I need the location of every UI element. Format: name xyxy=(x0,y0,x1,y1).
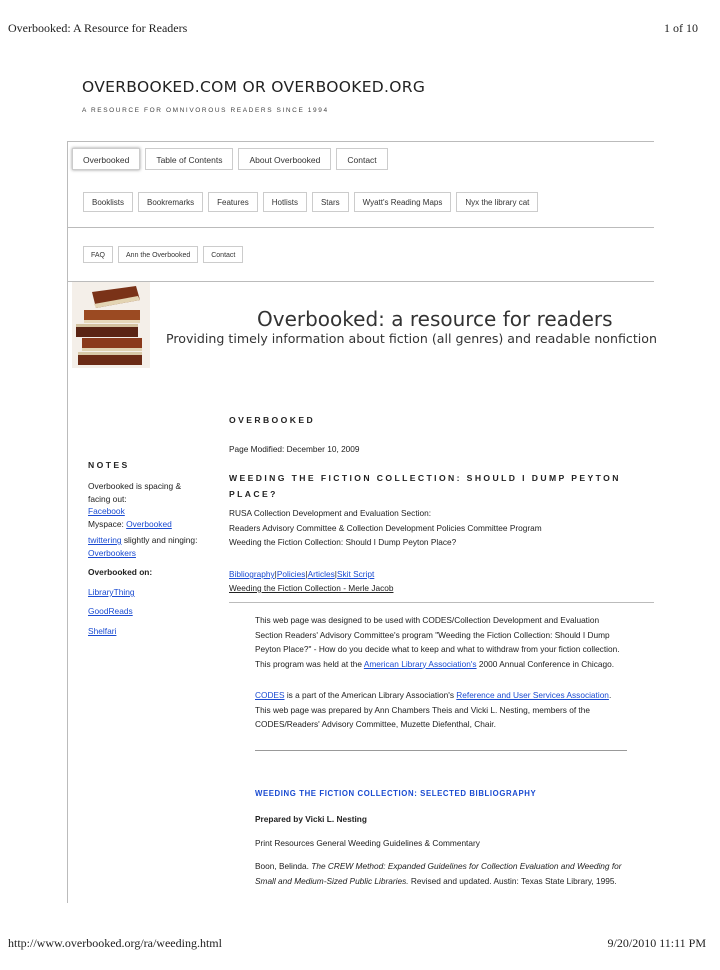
nav-ann-the-overbooked[interactable]: Ann the Overbooked xyxy=(118,246,198,263)
entry-details: Revised and updated. Austin: Texas State Library, 1995. xyxy=(410,875,617,886)
ala-link[interactable]: American Library Association's xyxy=(363,658,477,669)
para1-end: 2000 Annual Conference in Chicago. xyxy=(478,658,615,669)
skit-script-link[interactable]: Skit Script xyxy=(336,569,375,579)
main-heading: OVERBOOKED xyxy=(229,415,316,425)
para1-text: This web page was designed to be used with CODES/Collection Development and Evaluation Section Readers' Advisory Committee's program "Weeding the Fiction Collection: Should I Dump Peyton Place?" - How do you decide what to keep and what to withdraw from your fiction collection. This program was held at the xyxy=(255,615,620,669)
page-modified: Page Modified: December 10, 2009 xyxy=(229,444,360,454)
para2-mid: is a part of the American Library Association's xyxy=(286,690,454,700)
divider xyxy=(229,602,654,603)
print-resources-label: Print Resources General Weeding Guidelines & Commentary xyxy=(255,838,480,848)
articles-link[interactable]: Articles xyxy=(307,569,335,579)
description-paragraph xyxy=(255,613,620,671)
nav-table-of-contents[interactable]: Table of Contents xyxy=(145,148,233,170)
section-links: Bibliography|Policies|Articles|Skit Script xyxy=(229,569,375,579)
rusa-link[interactable]: Reference and User Services Association xyxy=(456,690,609,700)
nav-stars[interactable]: Stars xyxy=(312,192,349,212)
facebook-link[interactable]: Facebook xyxy=(88,506,125,516)
nav-faq[interactable]: FAQ xyxy=(83,246,113,263)
divider xyxy=(67,227,654,228)
print-footer-url: http://www.overbooked.org/ra/weeding.html xyxy=(8,936,222,950)
para2-end: . This web page was prepared by Ann Chambers Theis and Vicki L. Nesting, members of the CODES/Readers' Advisory Committee, Muzette Diefenthal, Chair. xyxy=(255,690,612,729)
intro-line: RUSA Collection Development and Evaluation Section: xyxy=(229,508,432,518)
divider xyxy=(67,281,654,282)
sub-nav xyxy=(83,192,538,212)
myspace-link[interactable]: Overbooked xyxy=(126,518,172,529)
entry-title: The CREW Method: Expanded Guidelines for Collection Evaluation and Weeding for Small and Medium-Sized Public Libraries. xyxy=(255,861,622,886)
site-tagline: A RESOURCE FOR OMNIVOROUS READERS SINCE 1994 xyxy=(82,107,329,114)
spacing-text: Overbooked is spacing & facing out: xyxy=(88,481,182,504)
bibliography-heading: WEEDING THE FICTION COLLECTION: SELECTED BIBLIOGRAPHY xyxy=(255,789,537,798)
intro-block xyxy=(229,506,649,550)
content-frame-border xyxy=(67,141,68,903)
site-title[interactable]: OVERBOOKED.COM OR OVERBOOKED.ORG xyxy=(82,78,426,96)
nav-hotlists[interactable]: Hotlists xyxy=(263,192,307,212)
print-footer-date: 9/20/2010 11:11 PM xyxy=(607,936,706,950)
sub-nav-secondary xyxy=(83,246,243,263)
shelfari-link[interactable]: Shelfari xyxy=(88,626,117,636)
banner-subtitle: Providing timely information about fiction (all genres) and readable nonfiction xyxy=(166,331,657,346)
nav-features[interactable]: Features xyxy=(208,192,258,212)
intro-line: Readers Advisory Committee & Collection Development Policies Committee Program xyxy=(229,522,542,533)
twittering-link[interactable]: twittering xyxy=(88,535,122,545)
print-header-title: Overbooked: A Resource for Readers xyxy=(8,21,188,35)
intro-line: Weeding the Fiction Collection: Should I Dump Peyton Place? xyxy=(229,537,457,547)
nav-nyx-the-library-cat[interactable]: Nyx the library cat xyxy=(456,192,538,212)
divider xyxy=(255,750,627,751)
sidebar-notes xyxy=(88,480,198,559)
librarything-link[interactable]: LibraryThing xyxy=(88,587,135,597)
myspace-label: Myspace: xyxy=(88,518,124,529)
print-page-count: 1 of 10 xyxy=(664,21,698,35)
policies-link[interactable]: Policies xyxy=(276,569,306,579)
nav-about-overbooked[interactable]: About Overbooked xyxy=(238,148,331,170)
nav-bookremarks[interactable]: Bookremarks xyxy=(138,192,203,212)
nav-wyatts-reading-maps[interactable]: Wyatt's Reading Maps xyxy=(354,192,452,212)
sidebar-on-heading: Overbooked on: xyxy=(88,567,153,577)
goodreads-link[interactable]: GoodReads xyxy=(88,606,133,616)
nav-overbooked[interactable]: Overbooked xyxy=(72,148,140,170)
twittering-text: slightly and ninging: xyxy=(123,535,198,545)
codes-paragraph xyxy=(255,688,627,732)
nav-booklists[interactable]: Booklists xyxy=(83,192,133,212)
bibliography-link[interactable]: Bibliography xyxy=(229,569,275,579)
bibliography-entry xyxy=(255,859,635,888)
page-title: WEEDING THE FICTION COLLECTION: SHOULD I DUMP PEYTON PLACE? xyxy=(229,473,621,499)
main-nav xyxy=(72,148,388,170)
banner-title: Overbooked: a resource for readers xyxy=(257,307,613,331)
codes-link[interactable]: CODES xyxy=(255,690,285,700)
nav-contact-secondary[interactable]: Contact xyxy=(203,246,243,263)
divider xyxy=(67,141,654,142)
nav-contact[interactable]: Contact xyxy=(336,148,387,170)
overbookers-link[interactable]: Overbookers xyxy=(88,547,136,558)
weeding-merle-jacob-link[interactable]: Weeding the Fiction Collection - Merle Jacob xyxy=(229,583,394,593)
sidebar-notes-heading: NOTES xyxy=(88,460,130,470)
entry-author: Boon, Belinda. xyxy=(255,861,309,871)
stacked-books-image xyxy=(72,282,150,368)
prepared-by: Prepared by Vicki L. Nesting xyxy=(255,814,367,824)
